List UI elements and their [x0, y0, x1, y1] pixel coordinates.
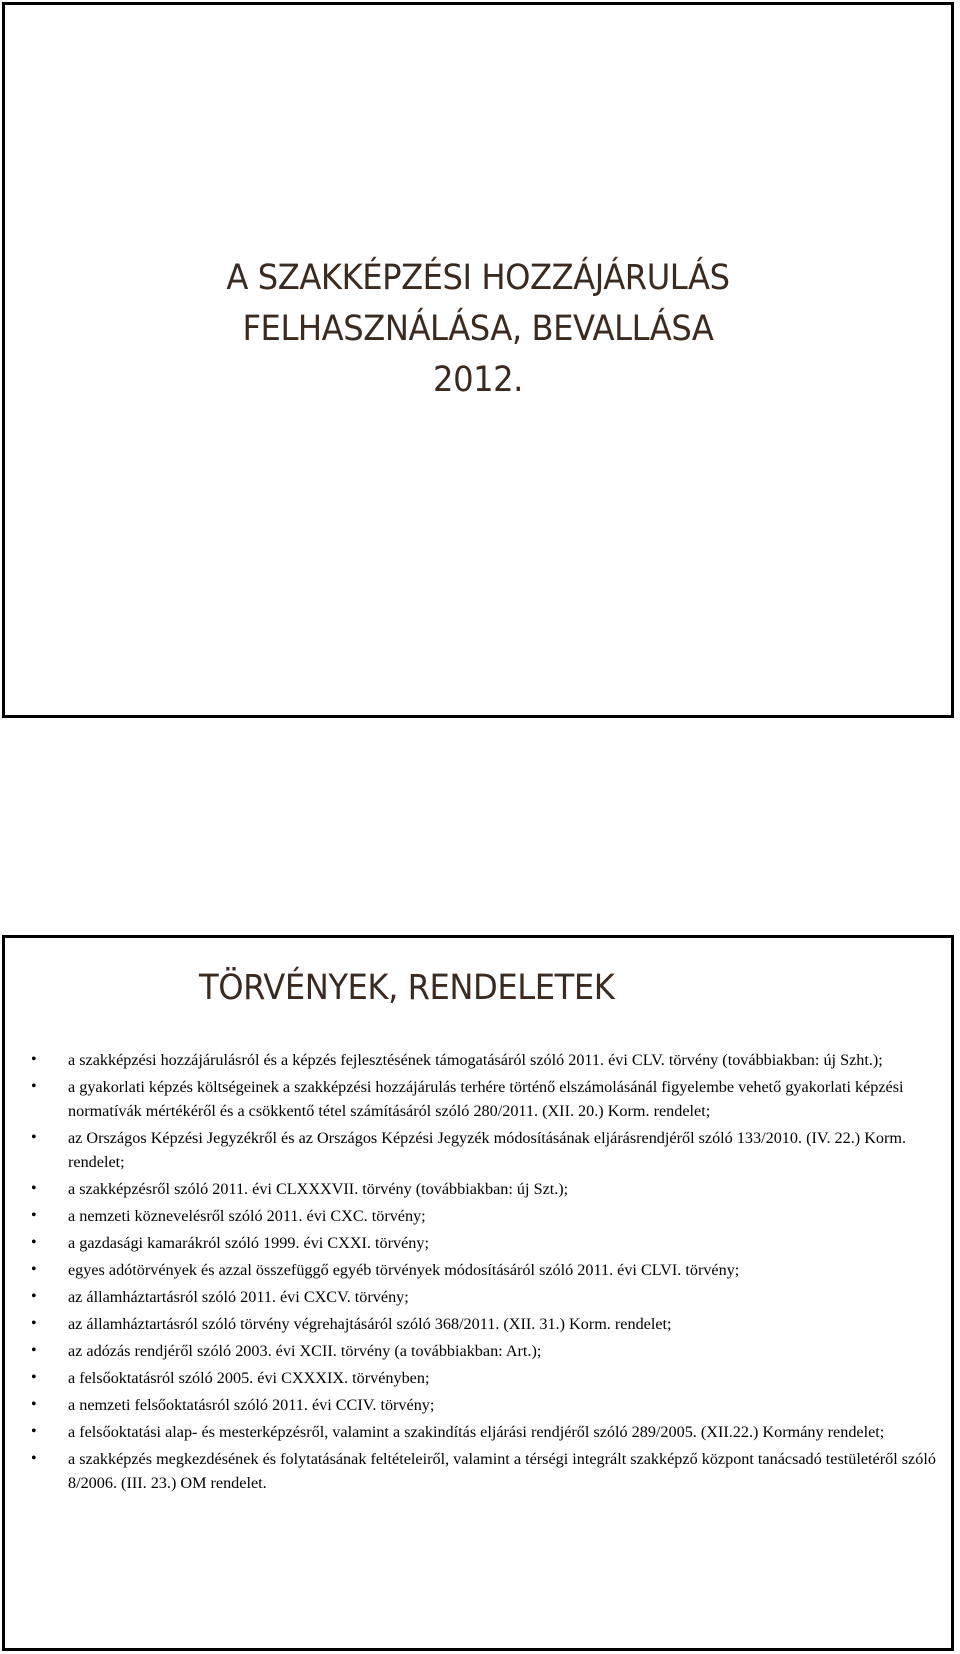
list-item: • a felsőoktatásról szóló 2005. évi CXXXIX. törvényben;: [5, 1366, 951, 1390]
title-line-3: 2012.: [433, 360, 523, 400]
law-list: [5, 1048, 951, 1498]
list-item: • az Országos Képzési Jegyzékről és az Országos Képzési Jegyzék módosításának eljárásrendjéről szóló 133/2010. (IV. 22.) Korm. rendelet;: [5, 1126, 951, 1174]
title-line-2: FELHASZNÁLÁSA, BEVALLÁSA: [242, 309, 714, 349]
list-item: • az adózás rendjéről szóló 2003. évi XCII. törvény (a továbbiakban: Art.);: [5, 1339, 951, 1363]
list-item: • a nemzeti köznevelésről szóló 2011. évi CXC. törvény;: [5, 1204, 951, 1228]
slide-1: [2, 2, 954, 718]
slide-2-title: TÖRVÉNYEK, RENDELETEK: [199, 968, 615, 1008]
title-line-1: A SZAKKÉPZÉSI HOZZÁJÁRULÁS: [226, 258, 730, 298]
list-item: • a nemzeti felsőoktatásról szóló 2011. évi CCIV. törvény;: [5, 1393, 951, 1417]
slide-2: [2, 935, 954, 1651]
list-item: • a szakképzés megkezdésének és folytatásának feltételeiről, valamint a térségi integrált szakképző központ tanácsadó testületéről szóló 8/2006. (III. 23.) OM rendelet.: [5, 1447, 951, 1495]
list-item: • a szakképzési hozzájárulásról és a képzés fejlesztésének támogatásáról szóló 2011. évi CLV. törvény (továbbiakban: új Szht.);: [5, 1048, 951, 1072]
list-item: • a gazdasági kamarákról szóló 1999. évi CXXI. törvény;: [5, 1231, 951, 1255]
list-item: • az államháztartásról szóló 2011. évi CXCV. törvény;: [5, 1285, 951, 1309]
list-item: • a felsőoktatási alap- és mesterképzésről, valamint a szakindítás eljárási rendjéről szóló 289/2005. (XII.22.) Kormány rendelet;: [5, 1420, 951, 1444]
slide-1-title: [43, 253, 913, 406]
list-item: • az államháztartásról szóló törvény végrehajtásáról szóló 368/2011. (XII. 31.) Korm. rendelet;: [5, 1312, 951, 1336]
list-item: • egyes adótörvények és azzal összefüggő egyéb törvények módosításáról szóló 2011. évi CLVI. törvény;: [5, 1258, 951, 1282]
list-item: • a szakképzésről szóló 2011. évi CLXXXVII. törvény (továbbiakban: új Szt.);: [5, 1177, 951, 1201]
list-item: • a gyakorlati képzés költségeinek a szakképzési hozzájárulás terhére történő elszámolásánál figyelembe vehető gyakorlati képzési normatívák mértékéről és a csökkentő tétel számításáról szóló 280/2011. (XII. 20.) Korm. rendelet;: [5, 1075, 951, 1123]
